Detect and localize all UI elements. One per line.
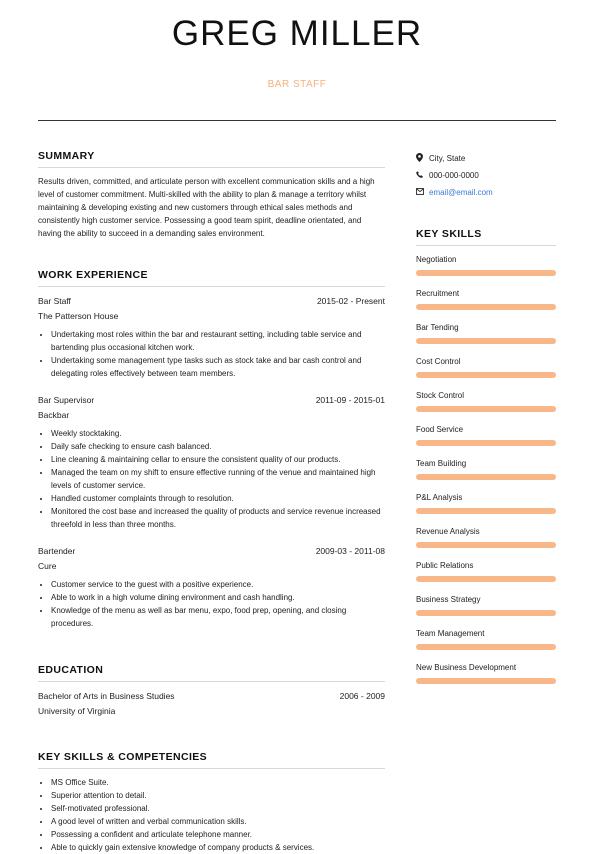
list-item: • Undertaking most roles within the bar and restaurant setting, including table service and bartending plus occasional kitchen work. [51, 328, 385, 354]
phone-text: 000-000-0000 [429, 171, 479, 180]
skill-label: Team Management [416, 629, 485, 638]
skill-level-bar [416, 542, 556, 548]
section-divider [38, 768, 385, 769]
competencies-section [38, 751, 385, 854]
skill-item [416, 628, 556, 650]
skill-level-bar [416, 338, 556, 344]
skill-level-bar [416, 474, 556, 480]
skill-label: Food Service [416, 425, 464, 434]
skill-item [416, 492, 556, 514]
list-item: • Undertaking some management type tasks such as stock take and bar cash control and delegating roles effectively between team members. [51, 354, 385, 380]
job-entry [38, 546, 385, 630]
list-item: • Daily safe checking to ensure cash balanced. [51, 440, 385, 453]
section-divider [416, 245, 556, 246]
job-title: BAR STAFF [267, 79, 327, 90]
contact-phone [416, 167, 556, 184]
skill-label: Recruitment [416, 289, 460, 298]
skill-item [416, 390, 556, 412]
job-bullets [38, 328, 385, 380]
job-company: The Patterson House [38, 311, 119, 321]
skill-item [416, 458, 556, 480]
skill-label: Negotiation [416, 255, 457, 264]
job-dates: 2011-09 - 2015-01 [315, 395, 385, 405]
section-divider [38, 286, 385, 287]
section-title-competencies: KEY SKILLS & COMPETENCIES [38, 751, 208, 763]
skill-label: Team Building [416, 459, 467, 468]
work-experience-section [38, 269, 385, 630]
skill-label: P&L Analysis [416, 493, 463, 502]
skill-label: Business Strategy [416, 595, 481, 604]
contact-location [416, 150, 556, 167]
skill-level-bar [416, 304, 556, 310]
skill-level-bar [416, 644, 556, 650]
skill-label: Public Relations [416, 561, 474, 570]
skill-level-bar [416, 610, 556, 616]
list-item: • Weekly stocktaking. [51, 427, 385, 440]
list-item: • Superior attention to detail. [51, 789, 385, 802]
skill-level-bar [416, 270, 556, 276]
school: University of Virginia [38, 706, 116, 716]
section-title-education: EDUCATION [38, 664, 104, 676]
header-divider [38, 120, 556, 121]
section-title-key-skills: KEY SKILLS [416, 228, 482, 240]
email-link[interactable]: email@email.com [429, 188, 493, 197]
job-bullets [38, 578, 385, 630]
skill-label: Cost Control [416, 357, 461, 366]
skill-item [416, 356, 556, 378]
skill-item [416, 322, 556, 344]
list-item: • Possessing a confident and articulate telephone manner. [51, 828, 385, 841]
list-item: • Line cleaning & maintaining cellar to ensure the consistent quality of our products. [51, 453, 385, 466]
skill-item [416, 526, 556, 548]
education-section [38, 664, 385, 717]
envelope-icon [416, 188, 429, 197]
candidate-name: GREG MILLER [171, 14, 423, 53]
list-item: • Knowledge of the menu as well as bar menu, expo, food prep, opening, and closing procedures. [51, 604, 385, 630]
section-divider [38, 167, 385, 168]
job-company: Cure [38, 561, 57, 571]
job-company: Backbar [38, 410, 70, 420]
skill-item [416, 594, 556, 616]
location-text: City, State [429, 154, 466, 163]
skill-item [416, 288, 556, 310]
list-item: • Handled customer complaints through to resolution. [51, 492, 385, 505]
job-entry [38, 296, 385, 380]
list-item: • A good level of written and verbal communication skills. [51, 815, 385, 828]
job-dates: 2015-02 - Present [316, 296, 385, 306]
skill-level-bar [416, 678, 556, 684]
section-title-summary: SUMMARY [38, 150, 95, 162]
list-item: • Able to work in a high volume dining environment and cash handling. [51, 591, 385, 604]
skill-level-bar [416, 440, 556, 446]
degree: Bachelor of Arts in Business Studies [38, 691, 175, 701]
sidebar [416, 150, 556, 684]
summary-section [38, 150, 385, 240]
job-entry [38, 395, 385, 531]
key-skills-list [416, 254, 556, 684]
skill-label: Stock Control [416, 391, 465, 400]
list-item: • Customer service to the guest with a positive experience. [51, 578, 385, 591]
skill-label: New Business Development [416, 663, 517, 672]
job-bullets [38, 427, 385, 531]
list-item: • Able to quickly gain extensive knowledge of company products & services. [51, 841, 385, 854]
job-position: Bar Supervisor [38, 395, 95, 405]
skill-item [416, 424, 556, 446]
section-title-experience: WORK EXPERIENCE [38, 269, 148, 281]
education-dates: 2006 - 2009 [339, 691, 385, 701]
skill-label: Revenue Analysis [416, 527, 480, 536]
skill-item [416, 560, 556, 582]
contact-email[interactable] [416, 184, 556, 201]
skill-level-bar [416, 406, 556, 412]
phone-icon [416, 171, 429, 181]
job-position: Bar Staff [38, 296, 71, 306]
summary-text: Results driven, committed, and articulate person with excellent communication skills and a high level of customer commitment. Multi-skilled with the ability to plan & manage a territory whilst maintaining & developing existing and new customers through ethical sales methods and consistently high customer service. Possessing a good team spirit, deadline orientated, and having the ability to succeed in a demanding sales environment. [38, 177, 375, 238]
skill-level-bar [416, 372, 556, 378]
main-column [38, 150, 385, 854]
skill-level-bar [416, 508, 556, 514]
list-item: • Self-motivated professional. [51, 802, 385, 815]
skill-item [416, 254, 556, 276]
job-position: Bartender [38, 546, 76, 556]
job-dates: 2009-03 - 2011-08 [315, 546, 385, 556]
section-divider [38, 681, 385, 682]
list-item: • Managed the team on my shift to ensure effective running of the venue and maintained high levels of customer service. [51, 466, 385, 492]
location-pin-icon [416, 153, 429, 164]
skill-level-bar [416, 576, 556, 582]
competencies-list [38, 776, 385, 854]
list-item: • Monitored the cost base and increased the quality of products and service revenue increased threefold in less than three months. [51, 505, 385, 531]
skill-label: Bar Tending [416, 323, 459, 332]
skill-item [416, 662, 556, 684]
list-item: • MS Office Suite. [51, 776, 385, 789]
